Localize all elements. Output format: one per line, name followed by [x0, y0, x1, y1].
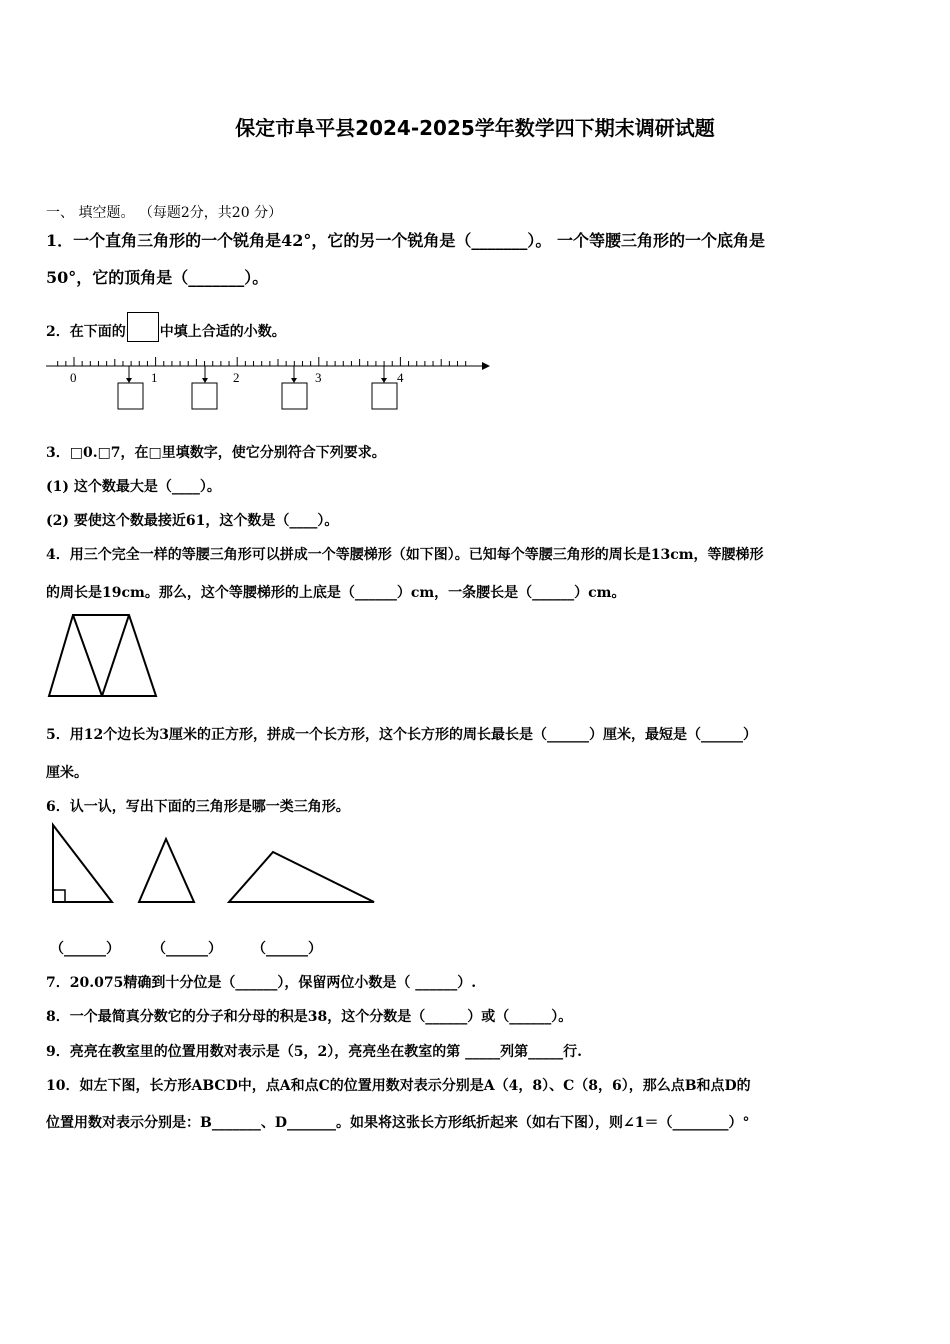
- page-title: 保定市阜平县2024-2025学年数学四下期末调研试题: [235, 116, 715, 140]
- pointer-arrow-icon: [118, 366, 143, 409]
- question-5-line-2: 厘米。: [46, 765, 88, 781]
- pointer-arrow-icon: [282, 366, 307, 409]
- question-7: 7．20.075精确到十分位是（______），保留两位小数是（ ______）.: [46, 975, 477, 991]
- question-10-line-1: 10．如左下图，长方形ABCD中，点A和点C的位置用数对表示分别是A（4，8）、C（8，6），那么点B和点D的: [46, 1078, 751, 1094]
- question-2-text-before: 2．在下面的: [46, 324, 126, 340]
- pointer-arrow-icon: [372, 366, 397, 409]
- number-line-ticks: [58, 357, 466, 366]
- question-6-blank-2: （______）: [152, 941, 222, 957]
- question-5-line-1: 5．用12个边长为3厘米的正方形，拼成一个长方形，这个长方形的周长最长是（______）厘米，最短是（______）: [46, 727, 757, 743]
- question-4-line-1: 4．用三个完全一样的等腰三角形可以拼成一个等腰梯形（如下图）。已知每个等腰三角形的周长是13cm，等腰梯形: [46, 547, 764, 563]
- trapezoid-figure: [46, 612, 161, 702]
- tick-label-2: 2: [233, 370, 240, 385]
- tick-label-3: 3: [315, 370, 322, 385]
- question-6-blank-3: （______）: [252, 941, 322, 957]
- number-line-figure: [0, 340, 950, 420]
- question-3-intro: 3．□0.□7，在□里填数字，使它分别符合下列要求。: [46, 445, 386, 461]
- answer-box-2: [192, 383, 217, 409]
- question-6-intro: 6．认一认，写出下面的三角形是哪一类三角形。: [46, 799, 350, 815]
- answer-box-3: [282, 383, 307, 409]
- tick-label-4: 4: [397, 370, 404, 385]
- question-8: 8．一个最简真分数它的分子和分母的积是38，这个分数是（______）或（______）。: [46, 1009, 573, 1025]
- obtuse-triangle-figure: [226, 848, 378, 906]
- question-3-part-2: (2) 要使这个数最接近61，这个数是（____）。: [46, 513, 339, 529]
- acute-triangle-figure: [136, 836, 198, 906]
- answer-box-1: [118, 383, 143, 409]
- answer-box-icon: [127, 312, 159, 342]
- right-triangle-figure: [50, 822, 116, 906]
- tick-label-0: 0: [70, 370, 77, 385]
- question-4-line-2: 的周长是19cm。那么，这个等腰梯形的上底是（______）cm，一条腰长是（______）cm。: [46, 585, 626, 601]
- question-2-text-after: 中填上合适的小数。: [159, 324, 286, 340]
- question-9: 9．亮亮在教室里的位置用数对表示是（5，2），亮亮坐在教室的第 _____列第_____行.: [46, 1044, 582, 1060]
- question-2: [46, 312, 286, 342]
- answer-box-4: [372, 383, 397, 409]
- question-6-blank-1: （______）: [50, 941, 120, 957]
- question-1-line-1: 1．一个直角三角形的一个锐角是42°，它的另一个锐角是（_______）。 一个等腰三角形的一个底角是: [46, 231, 765, 250]
- question-3-part-1: (1) 这个数最大是（____）。: [46, 479, 221, 495]
- tick-label-1: 1: [151, 370, 158, 385]
- section-heading: 一、 填空题。 （每题2分，共20 分）: [46, 205, 283, 221]
- question-1-line-2: 50°，它的顶角是（_______）。: [46, 268, 269, 287]
- number-line-arrow-icon: [482, 362, 490, 370]
- question-10-line-2: 位置用数对表示分别是：B_______、D_______。如果将这张长方形纸折起来（如右下图），则∠1＝（________）°: [46, 1115, 750, 1131]
- pointer-arrow-icon: [192, 366, 217, 409]
